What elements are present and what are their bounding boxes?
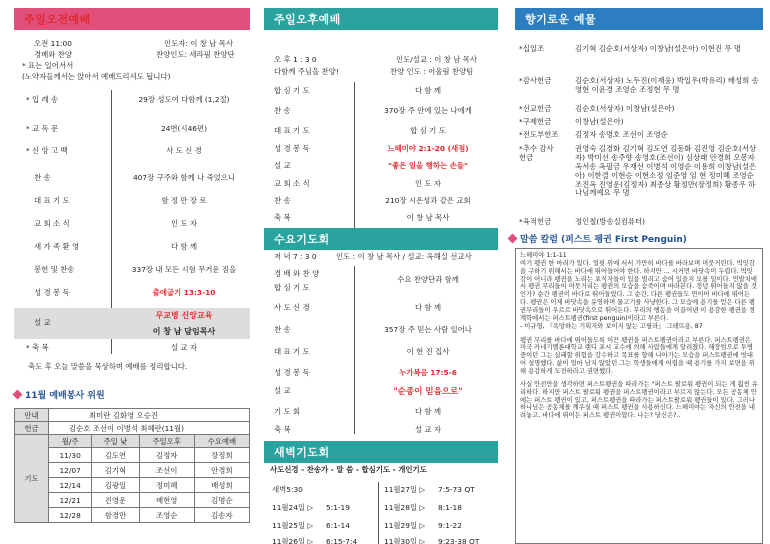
column-heading	[509, 232, 687, 245]
volunteers-title: 11월 예배봉사 위원	[25, 391, 105, 401]
table-row	[15, 478, 250, 493]
morning-item-label: 대 표 기 도	[34, 196, 70, 205]
afternoon-item-content: 합 심 기 도	[410, 126, 446, 135]
dawn-reference: 8:1-18	[438, 503, 462, 512]
table-row	[15, 493, 250, 508]
dawn-date: 11월26일 ▷	[272, 537, 314, 544]
table-row	[15, 448, 250, 463]
dawn-subtitle: 사도신경 - 찬송가 - 말 씀 - 합심기도 - 개인기도	[270, 465, 427, 474]
offering-label: *선교헌금	[519, 104, 552, 113]
wednesday-item-label: 사 도 신 경	[274, 303, 310, 312]
wednesday-leader: 인도 : 이 창 남 목사 / 설교: 옥해실 선교사	[336, 252, 472, 261]
offering-label: *추수 감사 헌금	[519, 144, 554, 162]
table-cell: 12/28	[49, 508, 92, 523]
sermon-column-box	[515, 248, 763, 544]
offering-label: *전도부헌조	[519, 130, 559, 139]
morning-item-label: 교 회 소 식	[34, 219, 70, 228]
wednesday-item-content: 설 교 자	[414, 425, 442, 434]
wednesday-sermon-title: "순종이 믿음으로"	[393, 387, 463, 397]
dawn-reference: 9:23-38 QT	[438, 537, 480, 544]
offering-names: 김정자 송명호 조선이 조영순	[575, 130, 668, 139]
offering-names: 김순호 조선이 이병석 최혜란(11월)	[49, 422, 250, 435]
table-cell: 김정자	[139, 448, 194, 463]
diamond-icon	[13, 390, 23, 400]
morning-item-content: 함 정 만 장 로	[161, 196, 207, 205]
dawn-reference: 7:5-73 QT	[438, 485, 475, 494]
wednesday-item-label: 대 표 기 도	[274, 347, 310, 356]
morning-item-content: 24번(시46편)	[161, 124, 207, 133]
dawn-date: 11월27일 ▷	[384, 485, 426, 494]
table-cell: 진영운	[92, 493, 139, 508]
morning-item-label: 설 교	[34, 318, 51, 327]
morning-closing: 축도 후 오늘 말씀을 묵상하며 예배를 정리합니다.	[28, 362, 188, 371]
table-cell: 11/30	[49, 448, 92, 463]
morning-item-label: * 축 복	[26, 343, 49, 352]
wednesday-header: 수요기도회	[264, 228, 498, 250]
guide-names: 최미란 김화영 오승진	[49, 409, 250, 422]
morning-leader: 인도자: 이 창 남 목사	[164, 39, 234, 48]
sermon-column-title: 말씀 칼럼 (퍼스트 펭귄 First Penguin)	[520, 235, 687, 245]
morning-service-header: 주일오전예배	[14, 8, 250, 30]
afternoon-item-content: 다 함 께	[414, 86, 442, 95]
dawn-reference: 6:1-14	[326, 521, 350, 530]
afternoon-item-label: 합 심 기 도	[274, 86, 310, 95]
column-reference: 느헤미야 1:1-11	[520, 252, 567, 259]
morning-item-label: 봉헌 및 찬송	[34, 265, 75, 274]
wednesday-item-content: 357장 주 믿는 사람 일어나	[384, 325, 472, 334]
offerings-column	[515, 8, 763, 420]
dawn-divider	[378, 482, 379, 544]
morning-item-label: * 입 례 송	[26, 95, 59, 104]
afternoon-time: 오 후 1 : 3 0	[274, 55, 317, 64]
morning-prelude: 경배와 찬양	[34, 50, 73, 59]
wednesday-item-content: 다 함 께	[414, 303, 442, 312]
wednesday-item-label: 성 경 봉 독	[274, 368, 310, 377]
dawn-date: 11월28일 ▷	[384, 503, 426, 512]
dawn-date: 11월25일 ▷	[272, 521, 314, 530]
dawn-reference: 9:1-22	[438, 521, 462, 530]
afternoon-prelude: 다함께 주님을 찬양!	[274, 67, 339, 76]
morning-service-column	[14, 8, 250, 520]
table-cell: 12/21	[49, 493, 92, 508]
offering-label: 헌금	[15, 422, 49, 435]
table-cell: 함경만	[92, 508, 139, 523]
table-cell: 조영순	[139, 508, 194, 523]
afternoon-service-header: 주일오후예배	[264, 8, 498, 30]
offering-label: *육적헌금	[519, 217, 552, 226]
dawn-reference: 6:15-7:4	[326, 537, 358, 544]
afternoon-item-label: 찬 송	[274, 196, 291, 205]
dawn-date: 11월30일 ▷	[384, 537, 426, 544]
offering-names: 김기혁 김순호(서상자) 이창남(설은아) 이현진 무 명	[575, 44, 742, 53]
column-paragraph: 여기 펭귄 한 마리가 있다. 얼핏 위에 서서 가만히 바다를 바라보며 머뭇거린다. 먹잇감을 구하기 위해서는 바다에 뛰어들어야 한다. 하지만 ... 시커먼 바닷속이 두렵다. 먹잇감이 어니라 펭귄을 노리는 포식자들이 입을 벌리고 숨어 있을지 모를 일이다. 언발치에서 펭귄 무리들이 머뭇거리는 펭귄의 모습을 숨죽이며 바라본다. 정녕 뛰어들지 않을 것인가? 순간 펭귄이 바다로 뛰어들었다. 그 순간, 다른 펭귄들도 연이어 바다에 뛰어든다. 펭귄은 이제 바닷속을 유영하며 물고기를 사냥한다. 그 모습에 용기를 얻은 다른 펭귄무리들이 우르르 바닷속으로 뛰어든다. 무리의 행동을 이끌어낸 이 용감한 펭귄을 경계학에서는 퍼스트펭귄(first penguin)이라고 부른다.	[520, 259, 757, 322]
morning-item-label: * 신 앙 고 백	[26, 146, 68, 155]
morning-item-content: 사 도 신 경	[166, 146, 202, 155]
volunteers-table	[14, 408, 250, 523]
offering-label: *십일조	[519, 44, 545, 53]
table-cell: 조선이	[139, 463, 194, 478]
afternoon-service-column	[264, 8, 498, 544]
morning-item-label: 성 경 봉 독	[34, 288, 70, 297]
dawn-time: 새벽5:30	[272, 485, 303, 494]
table-header: 주일오후	[139, 435, 194, 448]
morning-scripture: 출애굽기 13:3-10	[152, 288, 216, 297]
morning-praise-leader: 찬양인도: 세라핌 찬양단	[156, 50, 235, 59]
morning-item-label: * 교 독 문	[26, 124, 59, 133]
wednesday-item-content: 수요 찬양단과 함께	[397, 275, 459, 284]
wednesday-item-label: 축 복	[274, 425, 291, 434]
table-row	[15, 463, 250, 478]
afternoon-item-label: 찬 송	[274, 106, 291, 115]
guide-label: 안내	[15, 409, 49, 422]
morning-time: 오전 11:00	[34, 39, 72, 48]
offering-label: *감사헌금	[519, 76, 552, 85]
table-cell: 김광일	[92, 478, 139, 493]
afternoon-item-content: 210장 시온성과 같은 교회	[385, 196, 471, 205]
dawn-date: 11월29일 ▷	[384, 521, 426, 530]
dawn-date: 11월24일 ▷	[272, 503, 314, 512]
wednesday-divider	[354, 266, 355, 434]
afternoon-item-label: 축 복	[274, 213, 291, 222]
morning-item-content: 29장 성도여 다함께 (1,2절)	[138, 95, 230, 104]
morning-item-content: 407장 구주와 함께 나 죽었으니	[132, 173, 236, 182]
morning-item-content: 설 교 자	[170, 343, 198, 352]
diamond-icon	[508, 234, 518, 244]
afternoon-item-label: 성 경 봉 독	[274, 144, 310, 153]
afternoon-item-content: 이 창 남 목사	[406, 213, 450, 222]
offerings-header: 향기로운 예물	[515, 8, 763, 30]
table-header: 주일 낮	[92, 435, 139, 448]
offering-label: *구제헌금	[519, 117, 552, 126]
wednesday-time: 저 녁 7 : 3 0	[274, 252, 317, 261]
morning-item-content: 다 함 께	[170, 242, 198, 251]
table-cell: 김송자	[194, 508, 249, 523]
table-cell: 배성희	[194, 478, 249, 493]
standing-notice: * 표는 일어서서	[22, 61, 74, 70]
table-cell: 12/14	[49, 478, 92, 493]
offering-names: 김순호(서상자) 이창남(설은아)	[575, 104, 675, 113]
wednesday-item-label: 찬 송	[274, 325, 291, 334]
column-paragraph: 사실 안전만을 생각하면 퍼스트펭귄을 따라가는 "퍼스트 팔로워 펭귄이 되는 게 훨씬 유리하다. 하지만 퍼스트 팔로워 펭귄을 퍼스트펭귄이라고 부르지 않는다. 모든 공동체 안에는 퍼스트 펭귄이 있고, 퍼스트펭귄을 따라가는 퍼스트팔로워 펭귄들이 있다. 그러나 하나님은 공동체를 깨우실 때 퍼스트 펭귄을 사용하신다. 느헤미야는 자신의 안전을 내려놓고, 바다에 뛰어든 퍼스트 펭귄이였다. 나는? 당신은?..	[520, 380, 758, 420]
afternoon-item-content: 인 도 자	[414, 179, 442, 188]
afternoon-leader: 인도/설교 : 이 창 남 목사	[396, 55, 477, 64]
afternoon-item-label: 대 표 기 도	[274, 126, 310, 135]
morning-item-content: 인 도 자	[170, 219, 198, 228]
afternoon-item-label: 교 회 소 식	[274, 179, 310, 188]
wednesday-item-content: 다 함 께	[414, 407, 442, 416]
table-row	[15, 508, 250, 523]
dawn-prayer-header: 새벽기도회	[264, 441, 498, 463]
afternoon-scripture: 느헤미야 2:1-20 (새점)	[387, 144, 469, 153]
table-cell: 배현영	[139, 493, 194, 508]
wednesday-item-label: 설 교	[274, 386, 291, 395]
afternoon-item-content: 370장 주 안에 있는 나에게	[384, 106, 472, 115]
table-cell: 김기혁	[92, 463, 139, 478]
elderly-notice: (노약자들께서는 앉아서 예배드리셔도 됩니다)	[22, 72, 171, 81]
table-cell: 정미혜	[139, 478, 194, 493]
offering-names: 김순호(서상자) 노두진(이재웅) 박일우(박유리) 배성희 송영현 이윤경 조영순 조정현 무 명	[575, 76, 759, 94]
table-header: 월/주	[49, 435, 92, 448]
column-paragraph: 펭귄 무리를 바다에 뛰어들도록 이끈 펭귄을 퍼스트펭귄이라고 부른다. 퍼스트펭귄은 미국 카네기멜론대학교 랜디 포시 교수에 의해 사람들에게 알려졌다. 해장엄으로 투병 중이던 그는 실패할 위험을 감수하고 목표를 향해 나아가는 모습을 퍼스트펭귄에 빗대어 설명했다. 삶이 얼마 남지 않았던 그는 학생들에게 어렵을 때 용기를 가지 보면을 위해 용감하게 도전하라고 권면했다.	[520, 336, 755, 376]
afternoon-item-label: 설 교	[274, 161, 291, 170]
volunteers-heading	[14, 388, 105, 401]
wednesday-item-content: 이 현 진 집사	[406, 347, 450, 356]
dawn-reference: 5:1-19	[326, 503, 350, 512]
table-cell: 김명순	[194, 493, 249, 508]
wednesday-scripture: 누가복음 17:5-6	[399, 368, 457, 377]
wednesday-item-label: 경 배 와 찬 양	[274, 269, 320, 278]
wednesday-item-label: 합 심 기 도	[274, 283, 310, 292]
morning-preacher: 이 창 남 담임목사	[152, 327, 216, 336]
afternoon-praise-leader: 찬양 인도 : 어울림 찬양팀	[390, 67, 474, 76]
offering-names: 이창남(설은아)	[575, 117, 624, 126]
table-header: 수요예배	[194, 435, 249, 448]
afternoon-sermon-title: "좋은 일을 행하는 손들"	[388, 161, 468, 170]
table-cell: 장정희	[194, 448, 249, 463]
morning-item-label: 새 가 족 환 영	[34, 242, 80, 251]
offering-names: 권영숙 김경화 김기혁 김도연 김동화 김진영 김순호(서상자) 박미선 송주향 송영호(조선이) 심상래 안경희 오봉자 옥서송 옥필금 우재선 이병석 이영순 이용희 이창남(설은아) 이한결 이현승 이현소정 임준영 임 현 정미혜 조영순 조진옥 진영운(김정자) 최종상 황정만(장정희) 황종우 하나님께예요 무 명	[575, 144, 757, 198]
column-citation: - 이규형, 『욕망하는 기획자와 보이지 않는 고릴라』 그레뜨용, 87	[520, 322, 703, 330]
prayer-label: 기도	[15, 435, 49, 523]
morning-item-label: 찬 송	[34, 173, 51, 182]
wednesday-item-label: 기 도 회	[274, 407, 301, 416]
offering-names: 정인철(방송실컴퓨터)	[575, 217, 646, 226]
table-cell: 김도연	[92, 448, 139, 463]
table-cell: 12/07	[49, 463, 92, 478]
afternoon-divider	[354, 82, 355, 228]
morning-sermon-title: 무교병 신앙교육	[155, 311, 213, 320]
morning-item-content: 337장 내 모든 시험 무거운 짐을	[131, 265, 237, 274]
table-cell: 안경희	[194, 463, 249, 478]
